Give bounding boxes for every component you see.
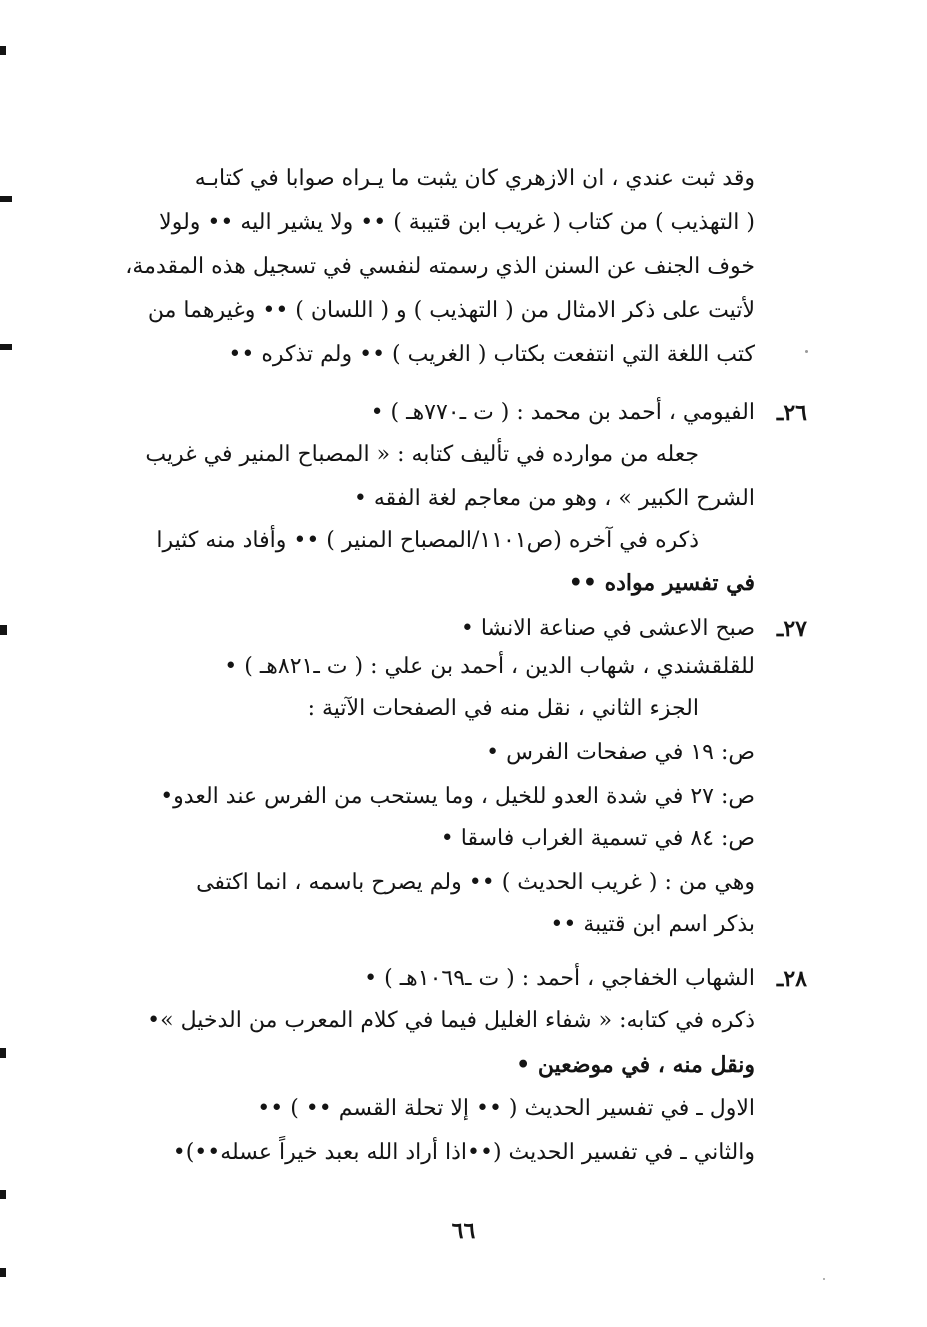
entry-line: والثاني ـ في تفسير الحديث (••اذا أراد الله بعبد خيراً عسله••)• <box>172 1140 755 1165</box>
page-ref: ص: ٨٤ في تسمية الغراب فاسقا • <box>440 826 755 851</box>
intro-line: ( التهذيب ) من كتاب ( غريب ابن قتيبة ) •• ولا يشير اليه •• ولولا <box>159 210 755 235</box>
intro-line: كتب اللغة التي انتفعت بكتاب ( الغريب ) •• ولم تذكره •• <box>228 342 755 367</box>
scan-speck <box>805 350 808 353</box>
entry-line: بذكر اسم ابن قتيبة •• <box>550 912 755 937</box>
entry-author: للقلقشندي ، شهاب الدين ، أحمد بن علي : ( ت ـ٨٢١هـ ) • <box>224 654 755 679</box>
scan-edge-mark <box>0 1048 6 1058</box>
entry-line: الاول ـ في تفسير الحديث ( •• إلا تحلة القسم •• ) •• <box>257 1096 755 1121</box>
page-ref: ص: ١٩ في صفحات الفرس • <box>486 740 755 765</box>
entry-title: الفيومي ، أحمد بن محمد : ( ت ـ٧٧٠هـ ) • <box>370 400 755 425</box>
entry-line: الجزء الثاني ، نقل منه في الصفحات الآتية : <box>307 696 699 721</box>
intro-line: خوف الجنف عن السنن الذي رسمته لنفسي في تسجيل هذه المقدمة، <box>125 254 755 279</box>
scan-edge-mark <box>0 196 12 202</box>
entry-number: ٢٧ـ <box>776 616 807 642</box>
entry-line: في تفسير مواده •• <box>568 570 755 596</box>
page-ref: ص: ٢٧ في شدة العدو للخيل ، وما يستحب من الفرس عند العدو• <box>160 784 755 809</box>
entry-line: ذكره في كتابه: « شفاء الغليل فيما في كلام المعرب من الدخيل »• <box>147 1008 755 1033</box>
entry-line: ونقل منه ، في موضعين • <box>516 1052 755 1078</box>
page-number: ٦٦ <box>451 1218 476 1244</box>
scan-edge-mark <box>0 1268 6 1277</box>
scan-edge-mark <box>0 344 12 350</box>
scan-edge-mark <box>0 625 7 635</box>
intro-line: وقد ثبت عندي ، ان الازهري كان يثبت ما يـراه صوابا في كتابـه <box>194 166 755 191</box>
entry-line: الشرح الكبير » ، وهو من معاجم لغة الفقه • <box>353 486 755 511</box>
scan-edge-mark <box>0 46 6 55</box>
intro-line: لأتيت على ذكر الامثال من ( التهذيب ) و ( اللسان ) •• وغيرهما من <box>147 298 755 323</box>
scan-speck <box>823 1278 825 1280</box>
entry-line: وهي من : ( غريب الحديث ) •• ولم يصرح باسمه ، انما اكتفى <box>196 870 755 895</box>
entry-title: صبح الاعشى في صناعة الانشا • <box>460 616 755 641</box>
entry-line: ذكره في آخره (ص١١٠١/المصباح المنير ) •• وأفاد منه كثيرا <box>156 528 699 553</box>
scan-edge-mark <box>0 1190 6 1199</box>
entry-title: الشهاب الخفاجي ، أحمد : ( ت ـ١٠٦٩هـ ) • <box>364 966 755 991</box>
entry-line: جعله من موارده في تأليف كتابه : « المصباح المنير في غريب <box>145 442 699 467</box>
entry-number: ٢٨ـ <box>776 966 807 992</box>
entry-number: ٢٦ـ <box>776 400 807 426</box>
